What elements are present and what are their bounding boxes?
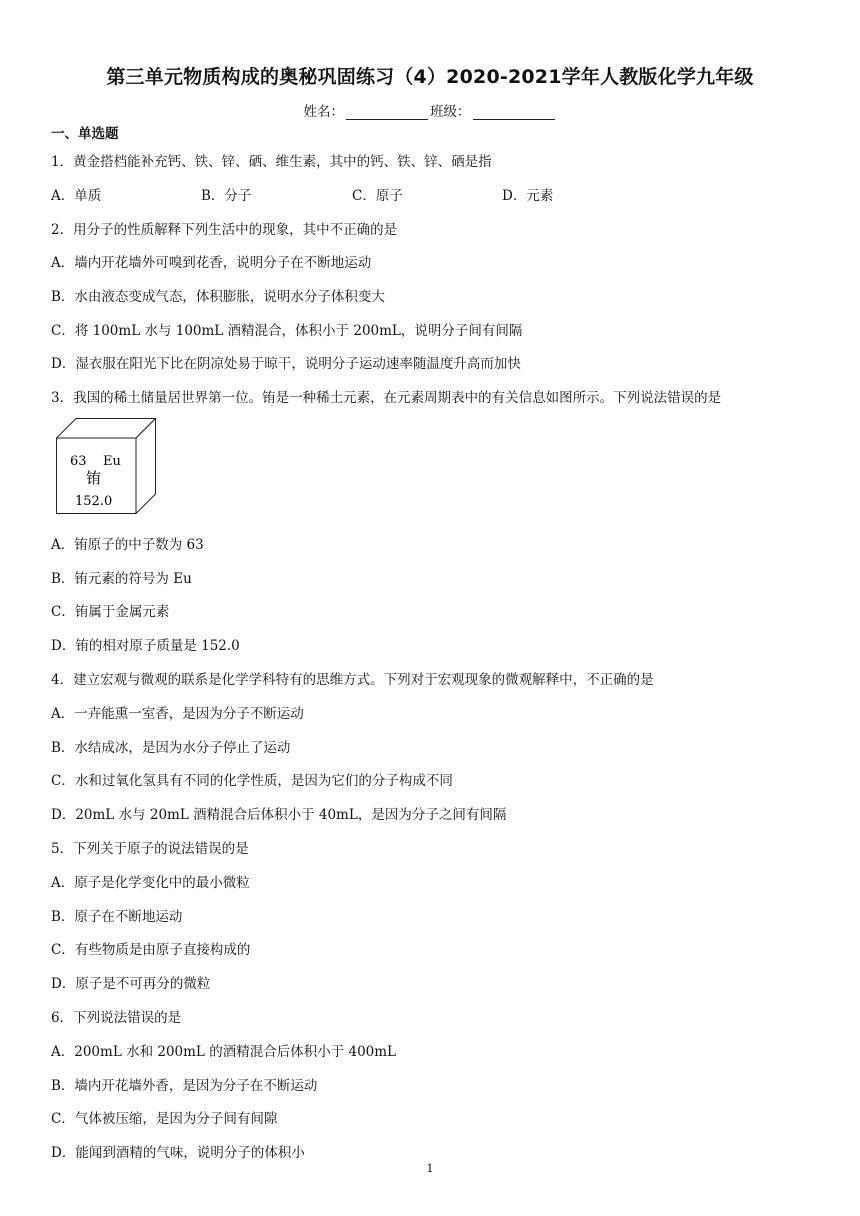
question-6-option-c: C．气体被压缩，是因为分子间有间隙 xyxy=(51,1111,278,1127)
question-1-option-c: C．原子 xyxy=(352,188,403,204)
class-label: 班级： xyxy=(430,104,471,120)
question-2-option-d: D．湿衣服在阳光下比在阴凉处易于晾干，说明分子运动速率随温度升高而加快 xyxy=(51,356,521,372)
question-1-options xyxy=(51,184,771,204)
section-heading: 一、单选题 xyxy=(51,126,119,142)
question-4-option-d: D．20mL 水与 20mL 酒精混合后体积小于 40mL，是因为分子之间有间隔 xyxy=(51,807,507,823)
question-6-stem: 6．下列说法错误的是 xyxy=(51,1010,182,1026)
document-title: 第三单元物质构成的奥秘巩固练习（4）2020-2021学年人教版化学九年级 xyxy=(106,66,754,88)
question-2-option-a: A．墙内开花墙外可嗅到花香，说明分子在不断地运动 xyxy=(51,255,372,271)
question-3-option-c: C．铕属于金属元素 xyxy=(51,604,170,620)
name-blank[interactable] xyxy=(346,105,428,120)
class-blank[interactable] xyxy=(473,105,555,120)
question-3-stem: 3．我国的稀土储量居世界第一位。铕是一种稀土元素，在元素周期表中的有关信息如图所示。下列说法错误的是 xyxy=(51,390,722,406)
question-4-option-b: B．水结成冰，是因为水分子停止了运动 xyxy=(51,740,291,756)
question-6-option-b: B．墙内开花墙外香，是因为分子在不断运动 xyxy=(51,1078,318,1094)
page-number: 1 xyxy=(426,1162,434,1175)
question-6-option-d: D．能闻到酒精的气味，说明分子的体积小 xyxy=(51,1145,305,1161)
question-4-stem: 4．建立宏观与微观的联系是化学学科特有的思维方式。下列对于宏观现象的微观解释中，不正确的是 xyxy=(51,672,654,688)
question-5-option-d: D．原子是不可再分的微粒 xyxy=(51,976,211,992)
question-3-option-b: B．铕元素的符号为 Eu xyxy=(51,571,192,587)
europium-element-card xyxy=(56,418,156,514)
question-1-option-b: B．分子 xyxy=(201,188,252,204)
question-5-option-c: C．有些物质是由原子直接构成的 xyxy=(51,942,251,958)
student-info-line xyxy=(0,100,860,120)
question-2-option-c: C．将 100mL 水与 100mL 酒精混合，体积小于 200mL，说明分子间有间隔 xyxy=(51,323,523,339)
question-1-option-a: A．单质 xyxy=(51,188,102,204)
question-1-option-d: D．元素 xyxy=(502,188,554,204)
question-1-stem: 1．黄金搭档能补充钙、铁、锌、硒、维生素，其中的钙、铁、锌、硒是指 xyxy=(51,154,492,170)
atomic-mass: 152.0 xyxy=(75,494,113,509)
question-5-option-a: A．原子是化学变化中的最小微粒 xyxy=(51,875,250,891)
question-5-stem: 5．下列关于原子的说法错误的是 xyxy=(51,841,249,857)
element-symbol: Eu xyxy=(103,454,121,469)
atomic-number: 63 xyxy=(70,454,87,469)
element-name: 铕 xyxy=(86,469,102,487)
question-3-option-a: A．铕原子的中子数为 63 xyxy=(51,537,204,553)
name-label: 姓名： xyxy=(303,104,344,120)
question-4-option-a: A．一卉能熏一室香，是因为分子不断运动 xyxy=(51,706,304,722)
question-2-option-b: B．水由液态变成气态，体积膨胀，说明水分子体积变大 xyxy=(51,289,385,305)
question-3-option-d: D．铕的相对原子质量是 152.0 xyxy=(51,638,240,654)
question-5-option-b: B．原子在不断地运动 xyxy=(51,909,183,925)
question-6-option-a: A．200mL 水和 200mL 的酒精混合后体积小于 400mL xyxy=(51,1044,397,1060)
question-4-option-c: C．水和过氧化氢具有不同的化学性质，是因为它们的分子构成不同 xyxy=(51,773,453,789)
question-2-stem: 2．用分子的性质解释下列生活中的现象，其中不正确的是 xyxy=(51,222,398,238)
